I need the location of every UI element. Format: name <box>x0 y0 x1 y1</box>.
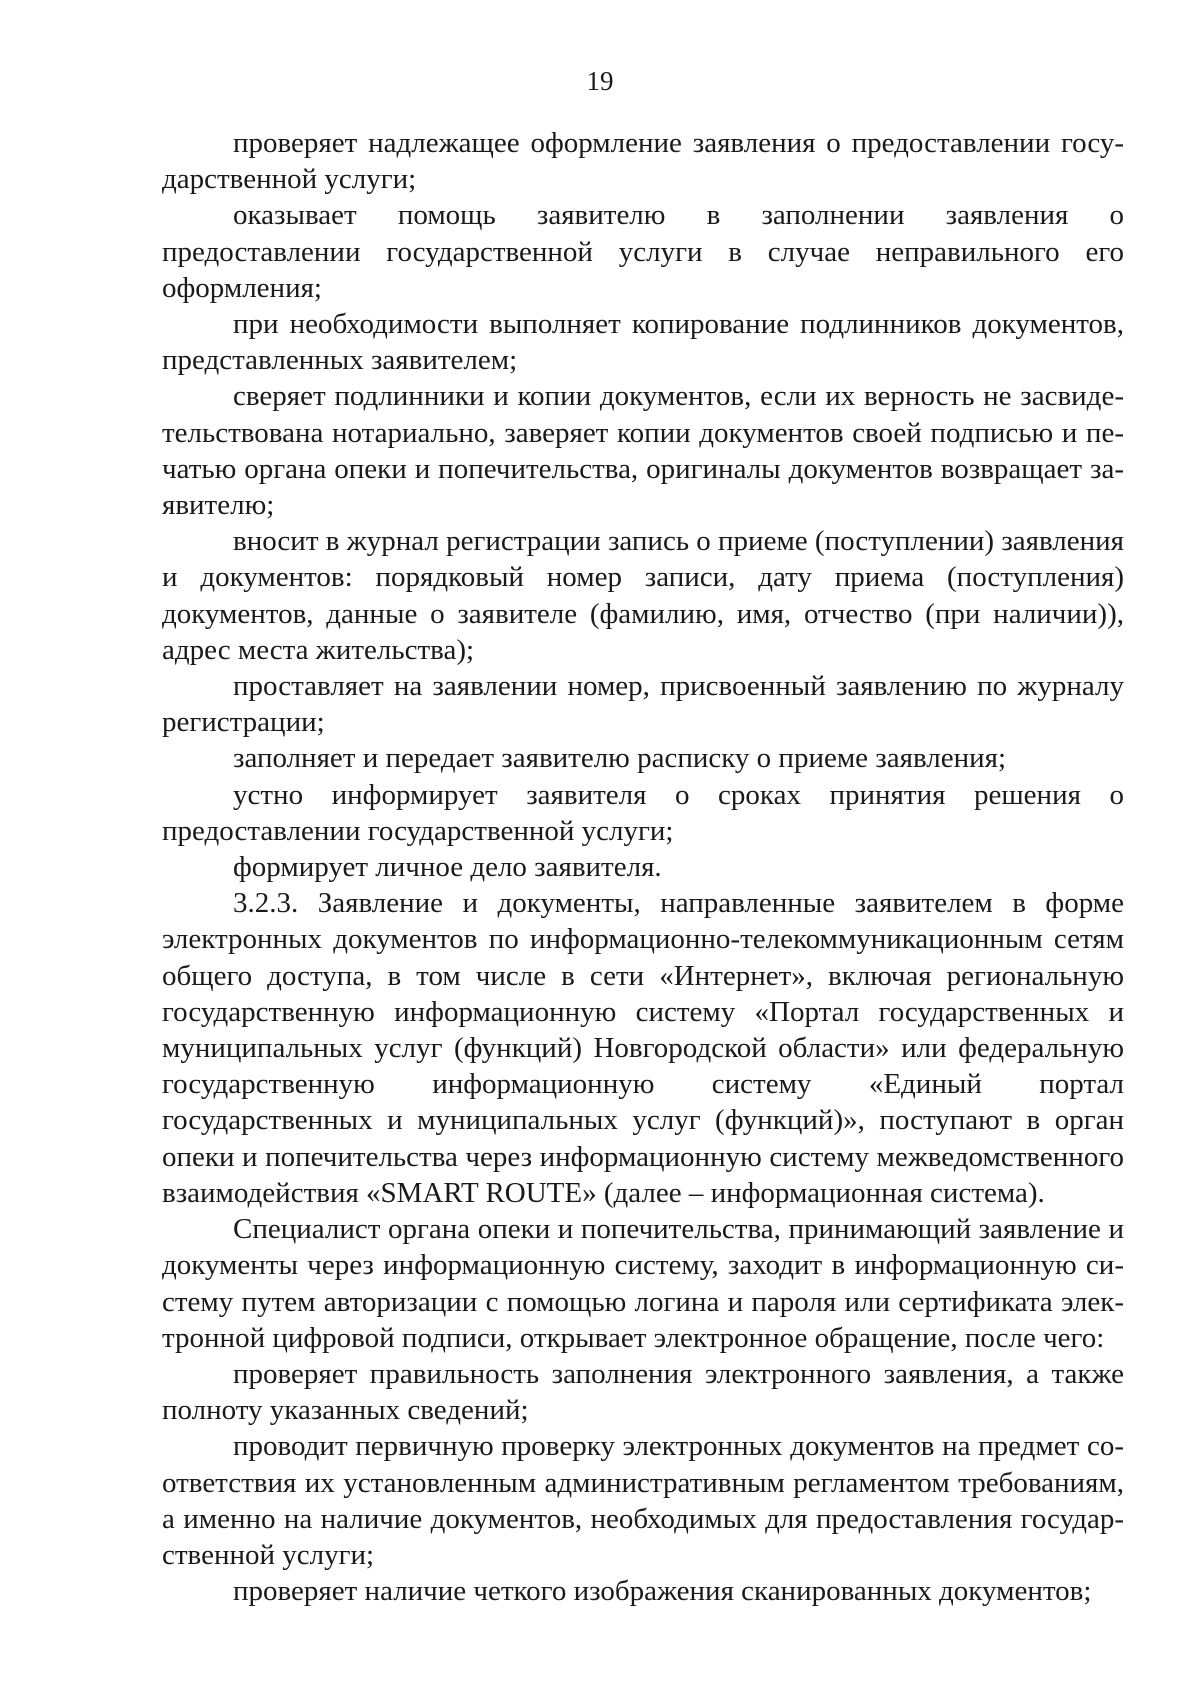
document-body <box>162 125 1124 1609</box>
paragraph-assign-number: проставляет на заявлении номер, присвоенный заявлению по журналу регистрации; <box>162 670 1124 739</box>
paragraph-check-application-form: проверяет надлежащее оформление заявления о предоставлении государственной услуги; <box>162 127 1124 196</box>
page-number: 19 <box>586 66 614 96</box>
paragraph-primary-check: проводит первичную проверку электронных документов на предмет соответствия их установленным административным регламентом требованиям, а именно на наличие документов, необходимых для предоставления государственной услуги; <box>162 1430 1124 1571</box>
paragraph-issue-receipt: заполняет и передает заявителю расписку о приеме заявления; <box>233 742 1007 775</box>
paragraph-section-3-2-3: 3.2.3. Заявление и документы, направленные заявителем в форме электронных документов по информационно-телекоммуникационным сетям общего доступа, в том числе в сети «Интернет», включая региональную государственную информационную систему «Портал государственных и муниципальных услуг (функций) Новгородской области» или федеральную государственную информационную систему «Единый портал государственных и муниципальных услуг (функций)», поступают в орган опеки и попечительства через информационную систему межведомственного взаимодействия «SMART ROUTE» (далее – информационная система). <box>162 887 1124 1209</box>
paragraph-assist-applicant: оказывает помощь заявителю в заполнении заявления о предоставлении государственной услуги в случае неправильного его оформления; <box>162 199 1124 304</box>
paragraph-registration-journal: вносит в журнал регистрации запись о приеме (поступлении) заявления и документов: порядковый номер записи, дату приема (поступления) документов, данные о заявителе (фамилию, имя, отчество (при наличии)), адрес места жительства); <box>162 525 1125 666</box>
paragraph-personal-file: формирует личное дело заявителя. <box>233 851 662 884</box>
paragraph-copy-originals: при необходимости выполняет копирование подлинников документов, представленных заявителем; <box>162 308 1124 377</box>
paragraph-verify-copies: сверяет подлинники и копии документов, если их верность не засвидетельствована нотариально, заверяет копии документов своей подписью и печатью органа опеки и попечительства, оригиналы документов возвращает заявителю; <box>162 380 1124 522</box>
paragraph-inform-deadlines: устно информирует заявителя о сроках принятия решения о предоставлении государственной услуги; <box>162 778 1124 847</box>
paragraph-specialist-login: Специалист органа опеки и попечительства, принимающий заявление и документы через информационную систему, заходит в информационную систему путем авторизации с помощью логина и пароля или сертификата электронной цифровой подписи, открывает электронное обращение, после чего: <box>162 1213 1124 1354</box>
paragraph-check-electronic-form: проверяет правильность заполнения электронного заявления, а также полноту указанных сведений; <box>162 1357 1124 1427</box>
paragraph-check-scans: проверяет наличие четкого изображения сканированных документов; <box>233 1575 1092 1608</box>
